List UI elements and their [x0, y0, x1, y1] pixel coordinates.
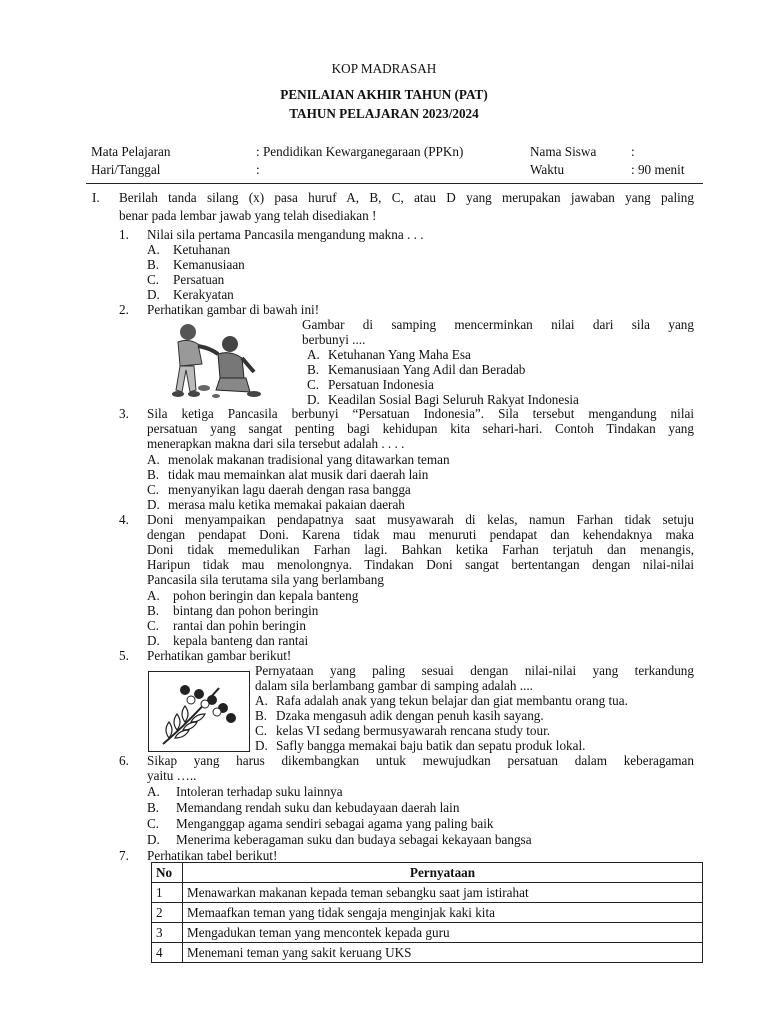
q5-text: Perhatikan gambar berikut!: [147, 648, 292, 663]
q5-stem-line-1: Pernyataan yang paling sesuai dengan nilai-nilai yang terkandung: [255, 663, 694, 678]
q3-option-d: D. merasa malu ketika memakai pakaian daerah: [147, 497, 405, 512]
q5-number: 5.: [119, 648, 129, 663]
q3-option-a: A. menolak makanan tradisional yang ditawarkan teman: [147, 452, 450, 467]
padi-kapas-emblem: [148, 671, 250, 752]
q2-option-a: A. Ketuhanan Yang Maha Esa: [307, 347, 471, 362]
row-number: 2: [152, 903, 183, 923]
q1-option-d: D. Kerakyatan: [147, 287, 234, 302]
q4-number: 4.: [119, 512, 129, 527]
q4-line-1: Doni menyampaikan pendapatnya saat musyawarah di kelas, namun Farhan tidak setuju: [147, 512, 694, 527]
q3-option-c: C. menyanyikan lagu daerah dengan rasa bangga: [147, 482, 411, 497]
row-statement: Menemani teman yang sakit keruang UKS: [183, 943, 703, 963]
col-header-pernyataan: Pernyataan: [183, 863, 703, 883]
row-number: 3: [152, 923, 183, 943]
q6-line-2: yaitu …..: [147, 768, 197, 783]
table-row: [152, 923, 703, 943]
q6-option-b: B. Memandang rendah suku dan kebudayaan daerah lain: [147, 800, 460, 815]
q2-stem-line-2: berbunyi ....: [302, 332, 366, 347]
q3-number: 3.: [119, 406, 129, 421]
row-number: 1: [152, 883, 183, 903]
row-number: 4: [152, 943, 183, 963]
q6-line-1: Sikap yang harus dikembangkan untuk mewujudkan persatuan dalam keberagaman: [147, 753, 694, 768]
section-numeral: I.: [92, 190, 100, 205]
row-statement: Menawarkan makanan kepada teman sebangku saat jam istirahat: [183, 883, 703, 903]
q5-option-a: A. Rafa adalah anak yang tekun belajar dan giat membantu orang tua.: [255, 693, 628, 708]
q5-option-b: B. Dzaka mengasuh adik dengan penuh kasih sayang.: [255, 708, 544, 723]
q4-line-4: Haripun tidak mau menolongnya. Tindakan Doni sangat bertentangan dengan nilai-nilai: [147, 557, 694, 572]
q1-option-c: C. Persatuan: [147, 272, 225, 287]
row-statement: Mengadukan teman yang mencontek kepada guru: [183, 923, 703, 943]
q2-stem-line-1: Gambar di samping mencerminkan nilai dari sila yang: [302, 317, 694, 332]
q6-option-a: A. Intoleran terhadap suku lainnya: [147, 784, 343, 799]
q6-option-c: C. Menganggap agama sendiri sebagai agama yang paling baik: [147, 816, 494, 831]
q4-option-d: D. kepala banteng dan rantai: [147, 633, 309, 648]
mapel-value: : Pendidikan Kewarganegaraan (PPKn): [256, 144, 464, 159]
kop-madrasah: KOP MADRASAH: [331, 61, 437, 76]
exam-year: TAHUN PELAJARAN 2023/2024: [289, 106, 479, 121]
q5-stem-line-2: dalam sila berlambang gambar di samping adalah ....: [255, 678, 533, 693]
table-row: [152, 943, 703, 963]
waktu-label: Waktu: [530, 162, 565, 177]
hari-label: Hari/Tanggal: [91, 162, 161, 177]
table-header-row: [152, 863, 703, 883]
exam-title: PENILAIAN AKHIR TAHUN (PAT): [280, 87, 488, 102]
q5-option-d: D. Safly bangga memakai baju batik dan sepatu produk lokal.: [255, 738, 586, 753]
q5-option-c: C. kelas VI sedang bermusyawarah rencana study tour.: [255, 723, 551, 738]
q7-number: 7.: [119, 848, 129, 863]
header-rule: [86, 183, 703, 184]
q3-option-b: B. tidak mau memainkan alat musik dari daerah lain: [147, 467, 429, 482]
table-row: [152, 903, 703, 923]
statement-table: [151, 862, 703, 963]
q2-option-c: C. Persatuan Indonesia: [307, 377, 434, 392]
q4-line-2: dengan pendapat Doni. Karena tidak mau menuruti pendapat dan kehendaknya maka: [147, 527, 694, 542]
q4-line-3: Doni tidak memedulikan Farhan lagi. Bahkan ketika Farhan terjatuh dan menangis,: [147, 542, 694, 557]
q1-text: Nilai sila pertama Pancasila mengandung makna . . .: [147, 227, 424, 242]
table-row: [152, 883, 703, 903]
mapel-label: Mata Pelajaran: [91, 144, 171, 159]
q1-number: 1.: [119, 227, 129, 242]
instruction-line-1: Berilah tanda silang (x) pasa huruf A, B, C, atau D yang merupakan jawaban yang paling: [119, 190, 694, 205]
q2-number: 2.: [119, 302, 129, 317]
q4-line-5: Pancasila sila terutama sila yang berlambang: [147, 572, 384, 587]
q3-line-3: menerapkan makna dari sila tersebut adalah . . . .: [147, 436, 405, 451]
q2-option-b: B. Kemanusiaan Yang Adil dan Beradab: [307, 362, 526, 377]
q6-number: 6.: [119, 753, 129, 768]
q7-text: Perhatikan tabel berikut!: [147, 848, 278, 863]
col-header-no: No: [152, 863, 183, 883]
nama-label: Nama Siswa: [530, 144, 597, 159]
q1-option-a: A. Ketuhanan: [147, 242, 231, 257]
q4-option-a: A. pohon beringin dan kepala banteng: [147, 588, 359, 603]
q2-text: Perhatikan gambar di bawah ini!: [147, 302, 320, 317]
nama-value: :: [631, 144, 635, 159]
q3-line-1: Sila ketiga Pancasila berbunyi “Persatuan Indonesia”. Sila tersebut mengandung nilai: [147, 406, 694, 421]
q6-option-d: D. Menerima keberagaman suku dan budaya sebagai kekayaan bangsa: [147, 832, 532, 847]
hari-value: :: [256, 162, 260, 177]
row-statement: Memaafkan teman yang tidak sengaja menginjak kaki kita: [183, 903, 703, 923]
q2-option-d: D. Keadilan Sosial Bagi Seluruh Rakyat Indonesia: [307, 392, 579, 407]
q4-option-b: B. bintang dan pohon beringin: [147, 603, 319, 618]
q3-line-2: persatuan yang sangat penting bagi kehidupan kita sehari-hari. Contoh Tindakan yang: [147, 421, 694, 436]
q1-option-b: B. Kemanusiaan: [147, 257, 245, 272]
waktu-value: : 90 menit: [631, 162, 685, 177]
children-helping-illustration: [158, 318, 268, 402]
q4-option-c: C. rantai dan pohin beringin: [147, 618, 306, 633]
instruction-line-2: benar pada lembar jawab yang telah disediakan !: [119, 208, 377, 223]
